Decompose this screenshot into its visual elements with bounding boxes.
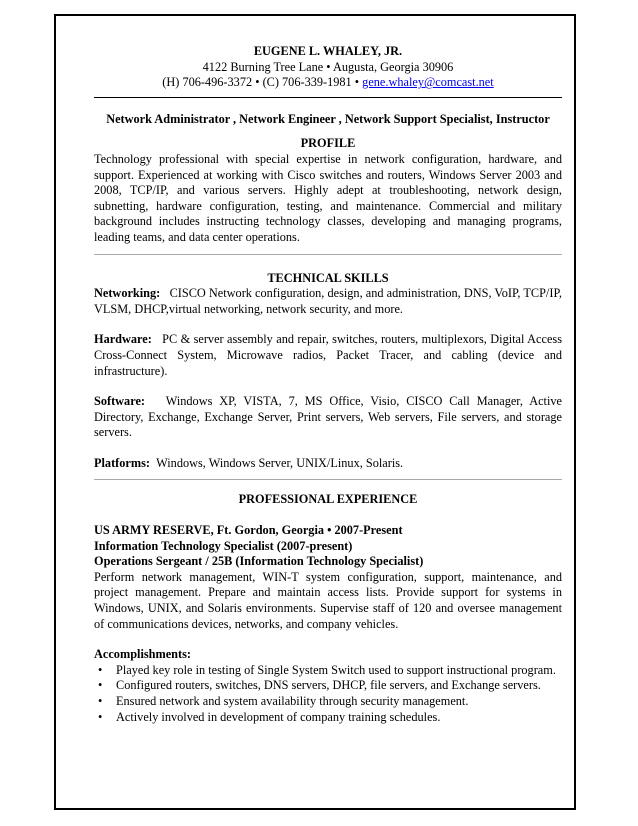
bullet-icon: • — [98, 678, 103, 693]
skill-text: PC & server assembly and repair, switches, routers, multiplexors, Digital Access Cross-Connect System, Microwave radios, Packet Tracer, and cabling (device and infrastructure). — [94, 332, 562, 378]
list-item: • Ensured network and system availability through security management. — [98, 694, 469, 708]
skill-label: Platforms: — [94, 455, 150, 470]
email-link[interactable]: gene.whaley@comcast.net — [362, 75, 494, 90]
skills-heading: TECHNICAL SKILLS — [267, 270, 389, 285]
objective-line: Network Administrator , Network Engineer , Network Support Specialist, Instructor — [106, 111, 550, 126]
skill-text: Windows XP, VISTA, 7, MS Office, Visio, CISCO Call Manager, Active Directory, Exchange, Exchange Server, Print servers, Web servers, File servers, and storage servers. — [94, 394, 562, 440]
skill-software — [94, 394, 562, 441]
list-item: • Played key role in testing of Single System Switch used to support instructional program. — [98, 662, 556, 677]
bullet-icon: • — [98, 709, 103, 724]
skill-platforms — [94, 456, 562, 472]
phone-numbers: (H) 706-496-3372 • (C) 706-339-1981 • — [162, 75, 363, 90]
list-item: • Actively involved in development of company training schedules. — [98, 709, 441, 724]
skill-label: Software: — [94, 394, 145, 409]
skill-networking — [94, 286, 562, 317]
address: 4122 Burning Tree Lane • Augusta, Georgia 30906 — [202, 59, 454, 74]
bullet-icon: • — [98, 662, 103, 677]
skill-label: Networking: — [94, 286, 161, 301]
list-item: • Configured routers, switches, DNS servers, DHCP, file servers, and Exchange servers. — [98, 678, 541, 693]
role-title: Operations Sergeant / 25B (Information Technology Specialist) — [94, 554, 424, 569]
section-divider — [94, 254, 562, 255]
employer-line: US ARMY RESERVE, Ft. Gordon, Georgia • 2007-Present — [94, 523, 403, 538]
profile-heading: PROFILE — [300, 136, 356, 151]
experience-heading: PROFESSIONAL EXPERIENCE — [238, 492, 418, 507]
contact-line — [94, 75, 562, 91]
skill-text: CISCO Network configuration, design, and administration, DNS, VoIP, TCP/IP, VLSM, DHCP,virtual networking, network security, and more. — [94, 286, 562, 316]
role-title: Information Technology Specialist (2007-present) — [94, 538, 353, 553]
profile-text: Technology professional with special expertise in network configuration, hardware, and support. Experienced at working with Cisco switches and routers, Windows Server 2003 and 2008, TCP/IP, and various servers. Highly adept at troubleshooting, network design, subnetting, hardware configuration, testing, and maintenance. Commercial and military background includes instructing technology classes, developing and managing programs, leading teams, and data center operations. — [94, 151, 562, 244]
candidate-name: EUGENE L. WHALEY, JR. — [253, 44, 403, 58]
skill-hardware — [94, 332, 562, 379]
bullet-icon: • — [98, 694, 103, 708]
resume-content — [94, 40, 562, 725]
accomplishments-list — [94, 663, 562, 725]
section-divider — [94, 479, 562, 480]
skill-label: Hardware: — [94, 332, 152, 347]
header-divider — [94, 97, 562, 98]
experience-description: Perform network management, WIN-T system configuration, support, maintenance, and project management. Prepare and maintain access lists. Provide support for systems in Windows, UNIX, and Solaris environments. Supervise staff of 120 and oversee management of communications devices, networks, and company vehicles. — [94, 569, 562, 631]
skill-text: Windows, Windows Server, UNIX/Linux, Solaris. — [156, 455, 404, 470]
accomplishments-heading: Accomplishments: — [94, 647, 192, 662]
